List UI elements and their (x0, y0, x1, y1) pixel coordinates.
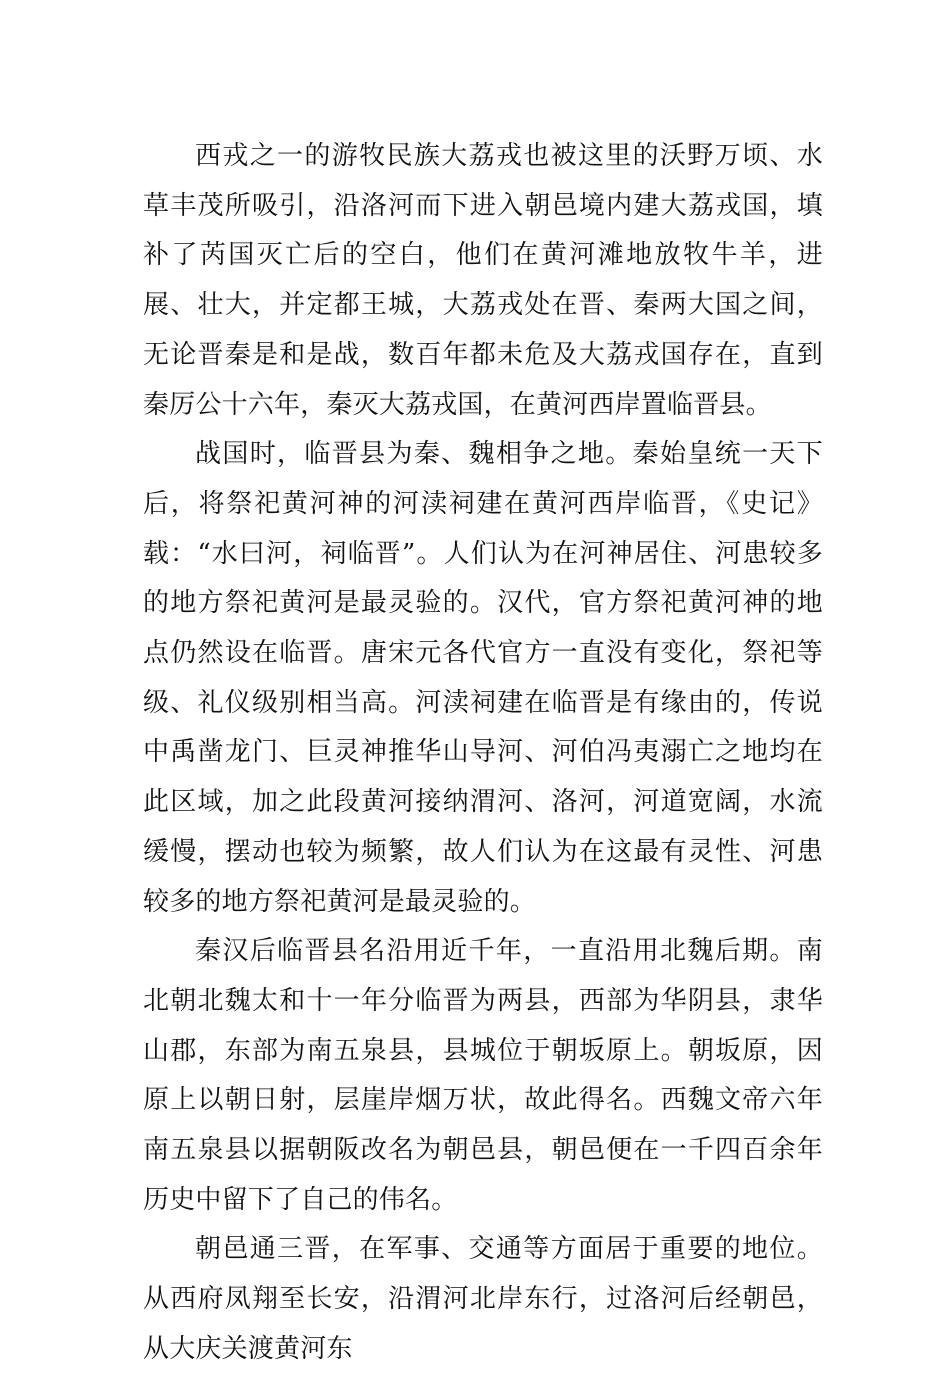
paragraph: 朝邑通三晋，在军事、交通等方面居于重要的地位。从西府凤翔至长安，沿渭河北岸东行，过洛河后经朝邑，从大庆关渡黄河东 (143, 1234, 823, 1364)
paragraph: 西戎之一的游牧民族大荔戎也被这里的沃野万顷、水草丰茂所吸引，沿洛河而下进入朝邑境内建大荔戎国，填补了芮国灭亡后的空白，他们在黄河滩地放牧牛羊，进展、壮大，并定都王城，大荔戎处在晋、秦两大国之间，无论晋秦是和是战，数百年都未危及大荔戎国存在，直到秦厉公十六年，秦灭大荔戎国，在黄河西岸置临晋县。 (143, 141, 823, 420)
document-body (143, 132, 823, 1375)
paragraph: 秦汉后临晋县名沿用近千年，一直沿用北魏后期。南北朝北魏太和十一年分临晋为两县，西部为华阴县，隶华山郡，东部为南五泉县，县城位于朝坂原上。朝坂原，因原上以朝日射，层崖岸烟万状，故此得名。西魏文帝六年南五泉县以据朝阪改名为朝邑县，朝邑便在一千四百余年历史中留下了自己的伟名。 (143, 936, 823, 1215)
paragraph: 战国时，临晋县为秦、魏相争之地。秦始皇统一天下后，将祭祀黄河神的河渎祠建在黄河西岸临晋，《史记》载：“水曰河，祠临晋”。人们认为在河神居住、河患较多的地方祭祀黄河是最灵验的。汉代，官方祭祀黄河神的地点仍然设在临晋。唐宋元各代官方一直没有变化，祭祀等级、礼仪级别相当高。河渎祠建在临晋是有缘由的，传说中禹凿龙门、巨灵神推华山导河、河伯冯夷溺亡之地均在此区域，加之此段黄河接纳渭河、洛河，河道宽阔，水流缓慢，摆动也较为频繁，故人们认为在这最有灵性、河患较多的地方祭祀黄河是最灵验的。 (143, 439, 823, 917)
